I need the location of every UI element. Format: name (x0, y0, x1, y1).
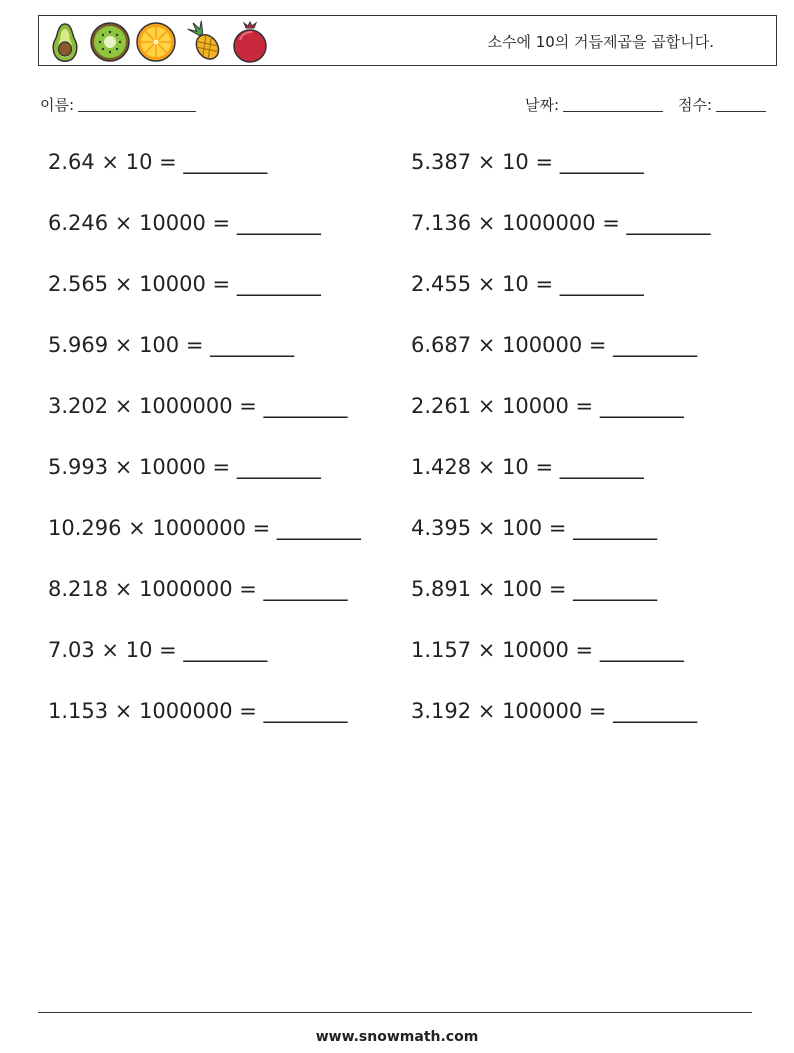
problem-19: 1.153 × 1000000 = ________ (48, 699, 348, 723)
problem-7: 5.969 × 100 = ________ (48, 333, 295, 357)
score-label: 점수: (678, 96, 713, 114)
date-field (525, 94, 663, 115)
problem-6: 2.455 × 10 = ________ (411, 272, 644, 296)
footer-url[interactable]: www.snowmath.com (315, 1029, 479, 1045)
problem-2: 5.387 × 10 = ________ (411, 150, 644, 174)
problem-4: 7.136 × 1000000 = ________ (411, 211, 711, 235)
worksheet-header (38, 15, 777, 66)
problem-1: 2.64 × 10 = ________ (48, 150, 268, 174)
problem-10: 2.261 × 10000 = ________ (411, 394, 684, 418)
score-line[interactable] (716, 97, 766, 112)
problem-17: 7.03 × 10 = ________ (48, 638, 268, 662)
score-field (678, 94, 766, 115)
problem-14: 4.395 × 100 = ________ (411, 516, 658, 540)
problem-18: 1.157 × 10000 = ________ (411, 638, 684, 662)
problem-13: 10.296 × 1000000 = ________ (48, 516, 361, 540)
worksheet-title: 소수에 10의 거듭제곱을 곱합니다. (487, 33, 714, 51)
problem-5: 2.565 × 10000 = ________ (48, 272, 321, 296)
name-field (40, 94, 196, 115)
footer-divider (38, 1012, 752, 1013)
problem-8: 6.687 × 100000 = ________ (411, 333, 698, 357)
pineapple-icon (182, 20, 226, 64)
problem-15: 8.218 × 1000000 = ________ (48, 577, 348, 601)
problem-3: 6.246 × 10000 = ________ (48, 211, 321, 235)
date-label: 날짜: (525, 96, 560, 114)
problem-20: 3.192 × 100000 = ________ (411, 699, 698, 723)
name-label: 이름: (40, 96, 75, 114)
problem-11: 5.993 × 10000 = ________ (48, 455, 321, 479)
problem-12: 1.428 × 10 = ________ (411, 455, 644, 479)
pomegranate-icon (230, 20, 270, 64)
avocado-icon (48, 20, 82, 64)
problem-16: 5.891 × 100 = ________ (411, 577, 658, 601)
problem-9: 3.202 × 1000000 = ________ (48, 394, 348, 418)
orange-slice-icon (134, 20, 178, 64)
kiwi-icon (88, 20, 132, 64)
date-line[interactable] (563, 97, 663, 112)
name-line[interactable] (78, 97, 196, 112)
